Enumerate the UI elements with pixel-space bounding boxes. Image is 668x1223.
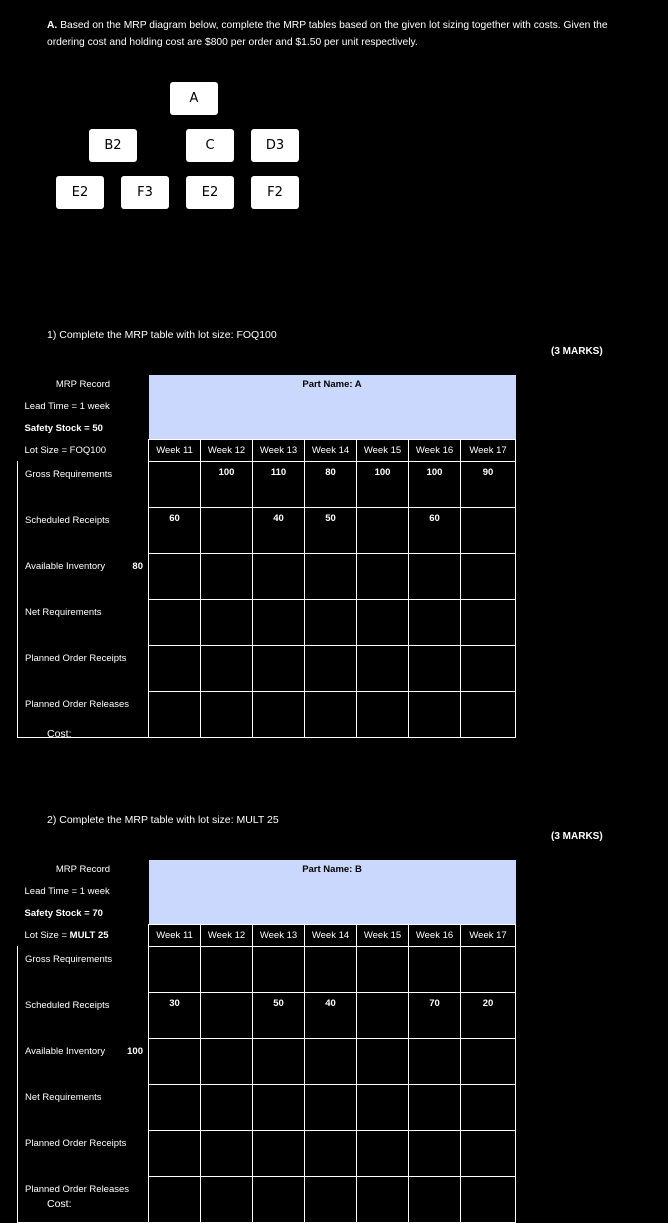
row-label [18,553,149,599]
row-label-text: Gross Requirements [25,954,113,965]
mrp-cell[interactable] [357,599,409,645]
mrp-cell[interactable] [201,946,253,992]
mrp-cell[interactable] [201,553,253,599]
question2-cost-label: Cost: [47,1198,72,1210]
row-label [18,946,149,992]
mrp-cell[interactable] [357,691,409,737]
row-label [18,507,149,553]
mrp-cell[interactable] [305,946,357,992]
mrp-cell[interactable]: 50 [253,992,305,1038]
mrp-cell[interactable] [149,1130,201,1176]
week-header-row [18,439,516,461]
mrp-cell[interactable]: 100 [357,461,409,507]
question2-title: 2) Complete the MRP table with lot size: MULT 25 [47,814,279,826]
mrp-cell[interactable] [305,1130,357,1176]
mrp-cell[interactable] [409,691,461,737]
mrp-table-b [17,860,516,1223]
mrp-row [18,461,516,507]
mrp-cell[interactable] [253,1038,305,1084]
mrp-cell[interactable] [149,1038,201,1084]
mrp-cell[interactable] [149,946,201,992]
mrp-cell[interactable] [461,1084,516,1130]
row-label-text: Net Requirements [25,1092,102,1103]
tree-node-b2: B2 [89,129,137,162]
mrp-cell[interactable] [201,599,253,645]
week-header: Week 14 [305,924,357,946]
mrp-cell[interactable] [461,1176,516,1222]
mrp-cell[interactable]: 90 [461,461,516,507]
tree-node-d3: D3 [251,129,299,162]
mrp-cell[interactable] [201,691,253,737]
mrp-cell[interactable] [461,645,516,691]
week-header: Week 12 [201,924,253,946]
mrp-cell[interactable]: 70 [409,992,461,1038]
row-label [18,645,149,691]
mrp-cell[interactable]: 100 [201,461,253,507]
week-header: Week 14 [305,439,357,461]
mrp-cell[interactable] [305,1176,357,1222]
mrp-cell[interactable] [357,992,409,1038]
row-label [18,1176,149,1222]
mrp-row [18,992,516,1038]
mrp-table-a [17,375,516,738]
mrp-cell[interactable] [305,645,357,691]
mrp-cell[interactable] [409,1130,461,1176]
tree-node-e2-right: E2 [186,176,234,209]
lot-size-prefix: Lot Size = [24,929,70,941]
mrp-cell[interactable] [305,1084,357,1130]
mrp-cell[interactable] [409,645,461,691]
mrp-cell[interactable] [201,1130,253,1176]
mrp-row [18,553,516,599]
mrp-cell[interactable]: 30 [149,992,201,1038]
intro-paragraph [47,17,617,51]
mrp-cell[interactable] [357,645,409,691]
mrp-row [18,1130,516,1176]
mrp-cell[interactable] [253,645,305,691]
week-header: Week 17 [461,924,516,946]
question2-marks: (3 MARKS) [551,831,603,842]
mrp-cell[interactable] [357,1130,409,1176]
week-header: Week 16 [409,439,461,461]
row-label-text: Scheduled Receipts [25,515,110,526]
mrp-row [18,691,516,737]
week-header: Week 13 [253,924,305,946]
mrp-cell[interactable] [357,1038,409,1084]
week-header-row [18,924,516,946]
tree-node-f2: F2 [251,176,299,209]
mrp-cell[interactable] [409,553,461,599]
question1-marks: (3 MARKS) [551,346,603,357]
row-label-text: Planned Order Receipts [25,1138,127,1149]
mrp-cell[interactable] [253,1084,305,1130]
mrp-cell[interactable] [201,1084,253,1130]
safety-stock: Safety Stock = 70 [24,907,103,919]
row-label [18,461,149,507]
week-header: Week 15 [357,439,409,461]
row-label-text: Planned Order Releases [25,1184,130,1195]
mrp-row [18,1084,516,1130]
row-label-text: Available Inventory [25,1046,106,1057]
mrp-cell[interactable] [461,507,516,553]
mrp-cell[interactable] [253,1176,305,1222]
mrp-cell[interactable]: 40 [305,992,357,1038]
mrp-cell[interactable] [357,553,409,599]
safety-stock: Safety Stock = 50 [24,422,103,434]
part-name-header: Part Name: A [149,375,516,439]
mrp-cell[interactable] [253,553,305,599]
mrp-cell[interactable] [409,1176,461,1222]
week-header: Week 12 [201,439,253,461]
mrp-cell[interactable] [357,1084,409,1130]
mrp-cell[interactable] [149,691,201,737]
initial-inventory-value: 80 [132,561,143,572]
lot-size [18,924,149,946]
mrp-cell[interactable] [201,1176,253,1222]
mrp-cell[interactable]: 20 [461,992,516,1038]
mrp-cell[interactable] [253,1130,305,1176]
tree-node-f3: F3 [121,176,169,209]
week-header: Week 11 [149,924,201,946]
mrp-cell[interactable] [409,946,461,992]
mrp-cell[interactable] [461,1130,516,1176]
mrp-cell[interactable] [253,691,305,737]
mrp-cell[interactable] [461,1038,516,1084]
intro-letter: A. [47,20,58,31]
mrp-cell[interactable] [149,599,201,645]
row-label-text: Planned Order Receipts [25,653,127,664]
row-label [18,1038,149,1084]
week-header: Week 13 [253,439,305,461]
week-header: Week 16 [409,924,461,946]
row-label [18,1130,149,1176]
record-title: MRP Record [55,379,111,390]
mrp-cell[interactable] [149,461,201,507]
week-header: Week 11 [149,439,201,461]
lead-time: Lead Time = 1 week [24,885,110,897]
mrp-cell[interactable]: 110 [253,461,305,507]
mrp-cell[interactable] [253,599,305,645]
mrp-cell[interactable]: 100 [409,461,461,507]
mrp-cell[interactable] [461,599,516,645]
row-label-text: Gross Requirements [25,469,113,480]
lead-time: Lead Time = 1 week [24,400,110,412]
row-label [18,992,149,1038]
mrp-cell[interactable] [305,691,357,737]
mrp-cell[interactable] [409,1084,461,1130]
mrp-cell[interactable] [409,599,461,645]
mrp-cell[interactable] [201,645,253,691]
mrp-cell[interactable] [201,992,253,1038]
week-header: Week 15 [357,924,409,946]
week-header: Week 17 [461,439,516,461]
question1-title: 1) Complete the MRP table with lot size: FOQ100 [47,329,277,341]
mrp-cell[interactable] [149,1176,201,1222]
row-label [18,691,149,737]
mrp-cell[interactable] [461,691,516,737]
mrp-cell[interactable] [461,553,516,599]
row-label-text: Available Inventory [25,561,106,572]
mrp-cell[interactable] [409,1038,461,1084]
mrp-cell[interactable] [305,599,357,645]
mrp-cell[interactable] [149,645,201,691]
initial-inventory-value: 100 [127,1046,143,1057]
mrp-cell[interactable] [305,1038,357,1084]
lot-size: Lot Size = FOQ100 [24,444,107,456]
mrp-row [18,507,516,553]
mrp-row [18,1176,516,1222]
mrp-cell[interactable] [357,1176,409,1222]
lot-size-value: MULT 25 [69,929,109,941]
mrp-cell[interactable] [305,553,357,599]
mrp-cell[interactable] [201,507,253,553]
mrp-cell[interactable]: 40 [253,507,305,553]
row-label-text: Scheduled Receipts [25,1000,110,1011]
mrp-cell[interactable] [149,553,201,599]
question1-cost-label: Cost: [47,728,72,740]
row-label-text: Net Requirements [25,607,102,618]
mrp-cell[interactable]: 50 [305,507,357,553]
tree-node-a: A [170,82,218,115]
mrp-cell[interactable] [149,1084,201,1130]
mrp-cell[interactable] [253,946,305,992]
mrp-cell[interactable] [201,1038,253,1084]
mrp-row [18,1038,516,1084]
mrp-cell[interactable] [357,507,409,553]
mrp-cell[interactable] [357,946,409,992]
mrp-cell[interactable]: 60 [149,507,201,553]
mrp-row [18,946,516,992]
intro-text: Based on the MRP diagram below, complete the MRP tables based on the given lot sizing together with costs. Given the ordering cost and holding cost are $800 per order and $1.50 per unit respectively. [47,20,608,48]
part-name-header: Part Name: B [149,860,516,924]
record-title: MRP Record [55,864,111,875]
row-label [18,599,149,645]
mrp-cell[interactable]: 80 [305,461,357,507]
mrp-row [18,645,516,691]
row-label-text: Planned Order Releases [25,699,130,710]
row-label [18,1084,149,1130]
tree-node-c: C [186,129,234,162]
tree-node-e2-left: E2 [56,176,104,209]
mrp-cell[interactable]: 60 [409,507,461,553]
mrp-row [18,599,516,645]
mrp-cell[interactable] [461,946,516,992]
